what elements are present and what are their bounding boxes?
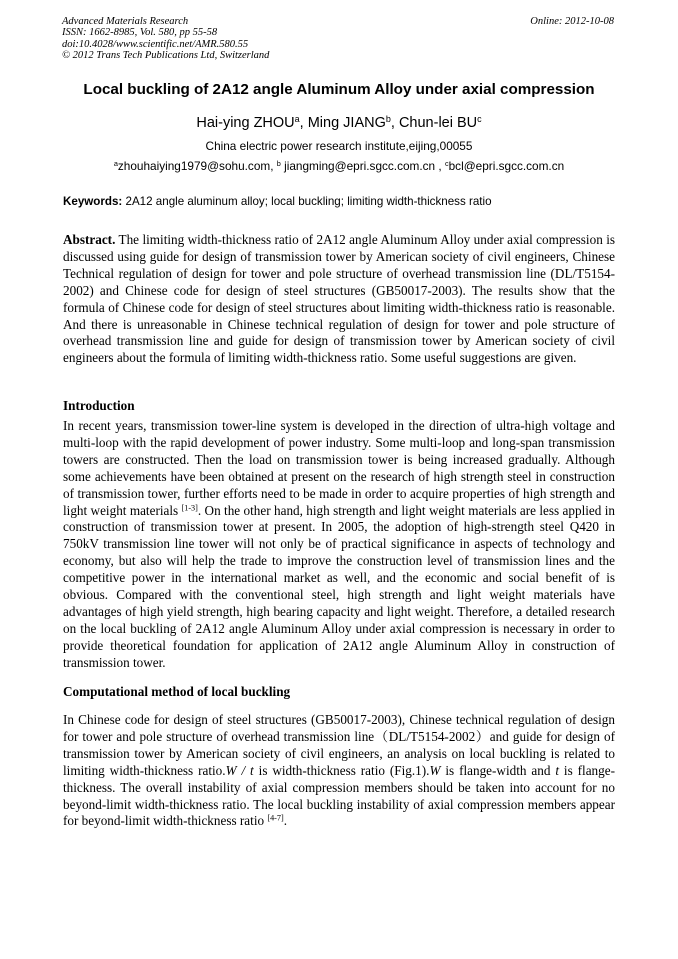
introduction-paragraph — [63, 418, 615, 672]
affiliation: China electric power research institute,eijing,00055 — [205, 139, 473, 153]
email-superscript: a — [113, 158, 118, 168]
journal-name: Advanced Materials Research — [62, 16, 189, 27]
introduction-heading: Introduction — [63, 398, 135, 413]
keywords-label: Keywords: — [63, 195, 123, 208]
citation: [4-7] — [267, 813, 284, 823]
email-address: jiangming@epri.sgcc.com.cn — [280, 159, 436, 173]
email-superscript: c — [444, 158, 449, 168]
comp-text: In Chinese code for design of steel structures (GB50017-2003), Chinese technical regulation of design for tower and pole structure of overhead transmission line（DL/T5154-2002）and guide for design of transmission tower by American society of civil engineers, an analysis on local buckling is related to limiting width-thickness ratio. — [63, 712, 615, 778]
comp-text: is width-thickness ratio (Fig.1). — [253, 762, 430, 778]
paper-title: Local buckling of 2A12 angle Aluminum Alloy under axial compression — [83, 81, 595, 98]
email-address: zhouhaiying1979@sohu.com — [117, 159, 271, 173]
journal-info — [62, 16, 269, 61]
doi-line: doi:10.4028/www.scientific.net/AMR.580.55 — [62, 38, 249, 50]
comp-text: . — [283, 813, 288, 829]
abstract-text: The limiting width-thickness ratio of 2A12 angle Aluminum Alloy under axial compression is discussed using guide for design of transmission tower by American society of civil engineers, Chinese Technical regulation of design for tower and pole structure of overhead transmission line (DL/T5154-2002) and Chinese code for design of steel structures (GB50017-2003). The results show that the formula of Chinese code for design of steel structures about limiting width-thickness ratio is reasonable. And there is unreasonable in Chinese technical regulation of design for tower and pole structure of overhead transmission line and guide for design of transmission tower by American society of civil engineers about the formula of limiting width-thickness ratio. Some useful suggestions are given. — [63, 232, 615, 366]
online-date: Online: 2012-10-08 — [530, 16, 614, 27]
width-thickness-ratio: W / t — [225, 762, 254, 778]
comp-text: is flange- thickness. The overall instability of axial compression members should be taken into account for no beyond-limit width-thickness ratio. The local buckling instability of axial compression members appear for beyond-limit width-thickness ratio — [63, 762, 615, 829]
flange-width-symbol: W — [429, 762, 441, 778]
copyright-line: © 2012 Trans Tech Publications Ltd, Switzerland — [62, 49, 270, 61]
author-name: Ming JIANG — [307, 115, 386, 131]
intro-text: In recent years, transmission tower-line system is developed in the direction of ultra-high voltage and multi-loop with the rapid development of power industry. Some multi-loop and long-span transmission towers are constructed. Then the load on transmission tower is being increased gradually. Although some achievements have been obtained at present on the research of high strength steel in construction of transmission tower, further efforts need to be made in order to acquire properties of high strength and light weight materials — [63, 418, 615, 518]
email-address: bcl@epri.sgcc.com.cn — [448, 159, 565, 173]
abstract-paragraph — [63, 232, 615, 367]
comp-text: is flange-width and — [440, 762, 556, 778]
email-separator: , — [270, 159, 277, 173]
email-list — [0, 159, 678, 173]
author-separator: , — [299, 115, 308, 131]
author-separator: , — [390, 115, 399, 131]
citation: [1-3] — [181, 503, 198, 513]
author-superscript: c — [477, 114, 482, 125]
computational-heading: Computational method of local buckling — [63, 684, 291, 699]
email-separator: , — [435, 159, 445, 173]
keywords-text: 2A12 angle aluminum alloy; local buckling; limiting width-thickness ratio — [122, 195, 492, 208]
keywords — [63, 195, 615, 208]
computational-paragraph — [63, 712, 615, 830]
flange-thickness-symbol: t — [555, 762, 560, 778]
author-name: Hai-ying ZHOU — [196, 115, 295, 131]
abstract-label: Abstract. — [63, 232, 116, 247]
author-list — [0, 115, 678, 131]
intro-text: . On the other hand, high strength and light weight materials are less applied in construction of transmission tower at present. In 2005, the adoption of high-strength steel Q420 in 750kV transmission line tower will not only be of practical significance in aspects of technology and economy, but also will help the trade to improve the construction level of transmission lines and the competitive power in the international market as well, and the economic and social benefit of is obvious. Compared with the conventional steel, high strength and light weight materials have advantages of high yield strength, high bearing capacity and light weight. Therefore, a detailed research on the local buckling of 2A12 angle Aluminum Alloy under axial compression is necessary in order to provide theoretical foundation for application of 2A12 angle Aluminum Alloy in construction of transmission tower. — [63, 502, 615, 670]
author-name: Chun-lei BU — [398, 115, 478, 131]
email-superscript: b — [276, 158, 281, 168]
author-superscript: a — [294, 114, 300, 125]
issn-line: ISSN: 1662-8985, Vol. 580, pp 55-58 — [62, 27, 218, 39]
author-superscript: b — [385, 114, 391, 125]
